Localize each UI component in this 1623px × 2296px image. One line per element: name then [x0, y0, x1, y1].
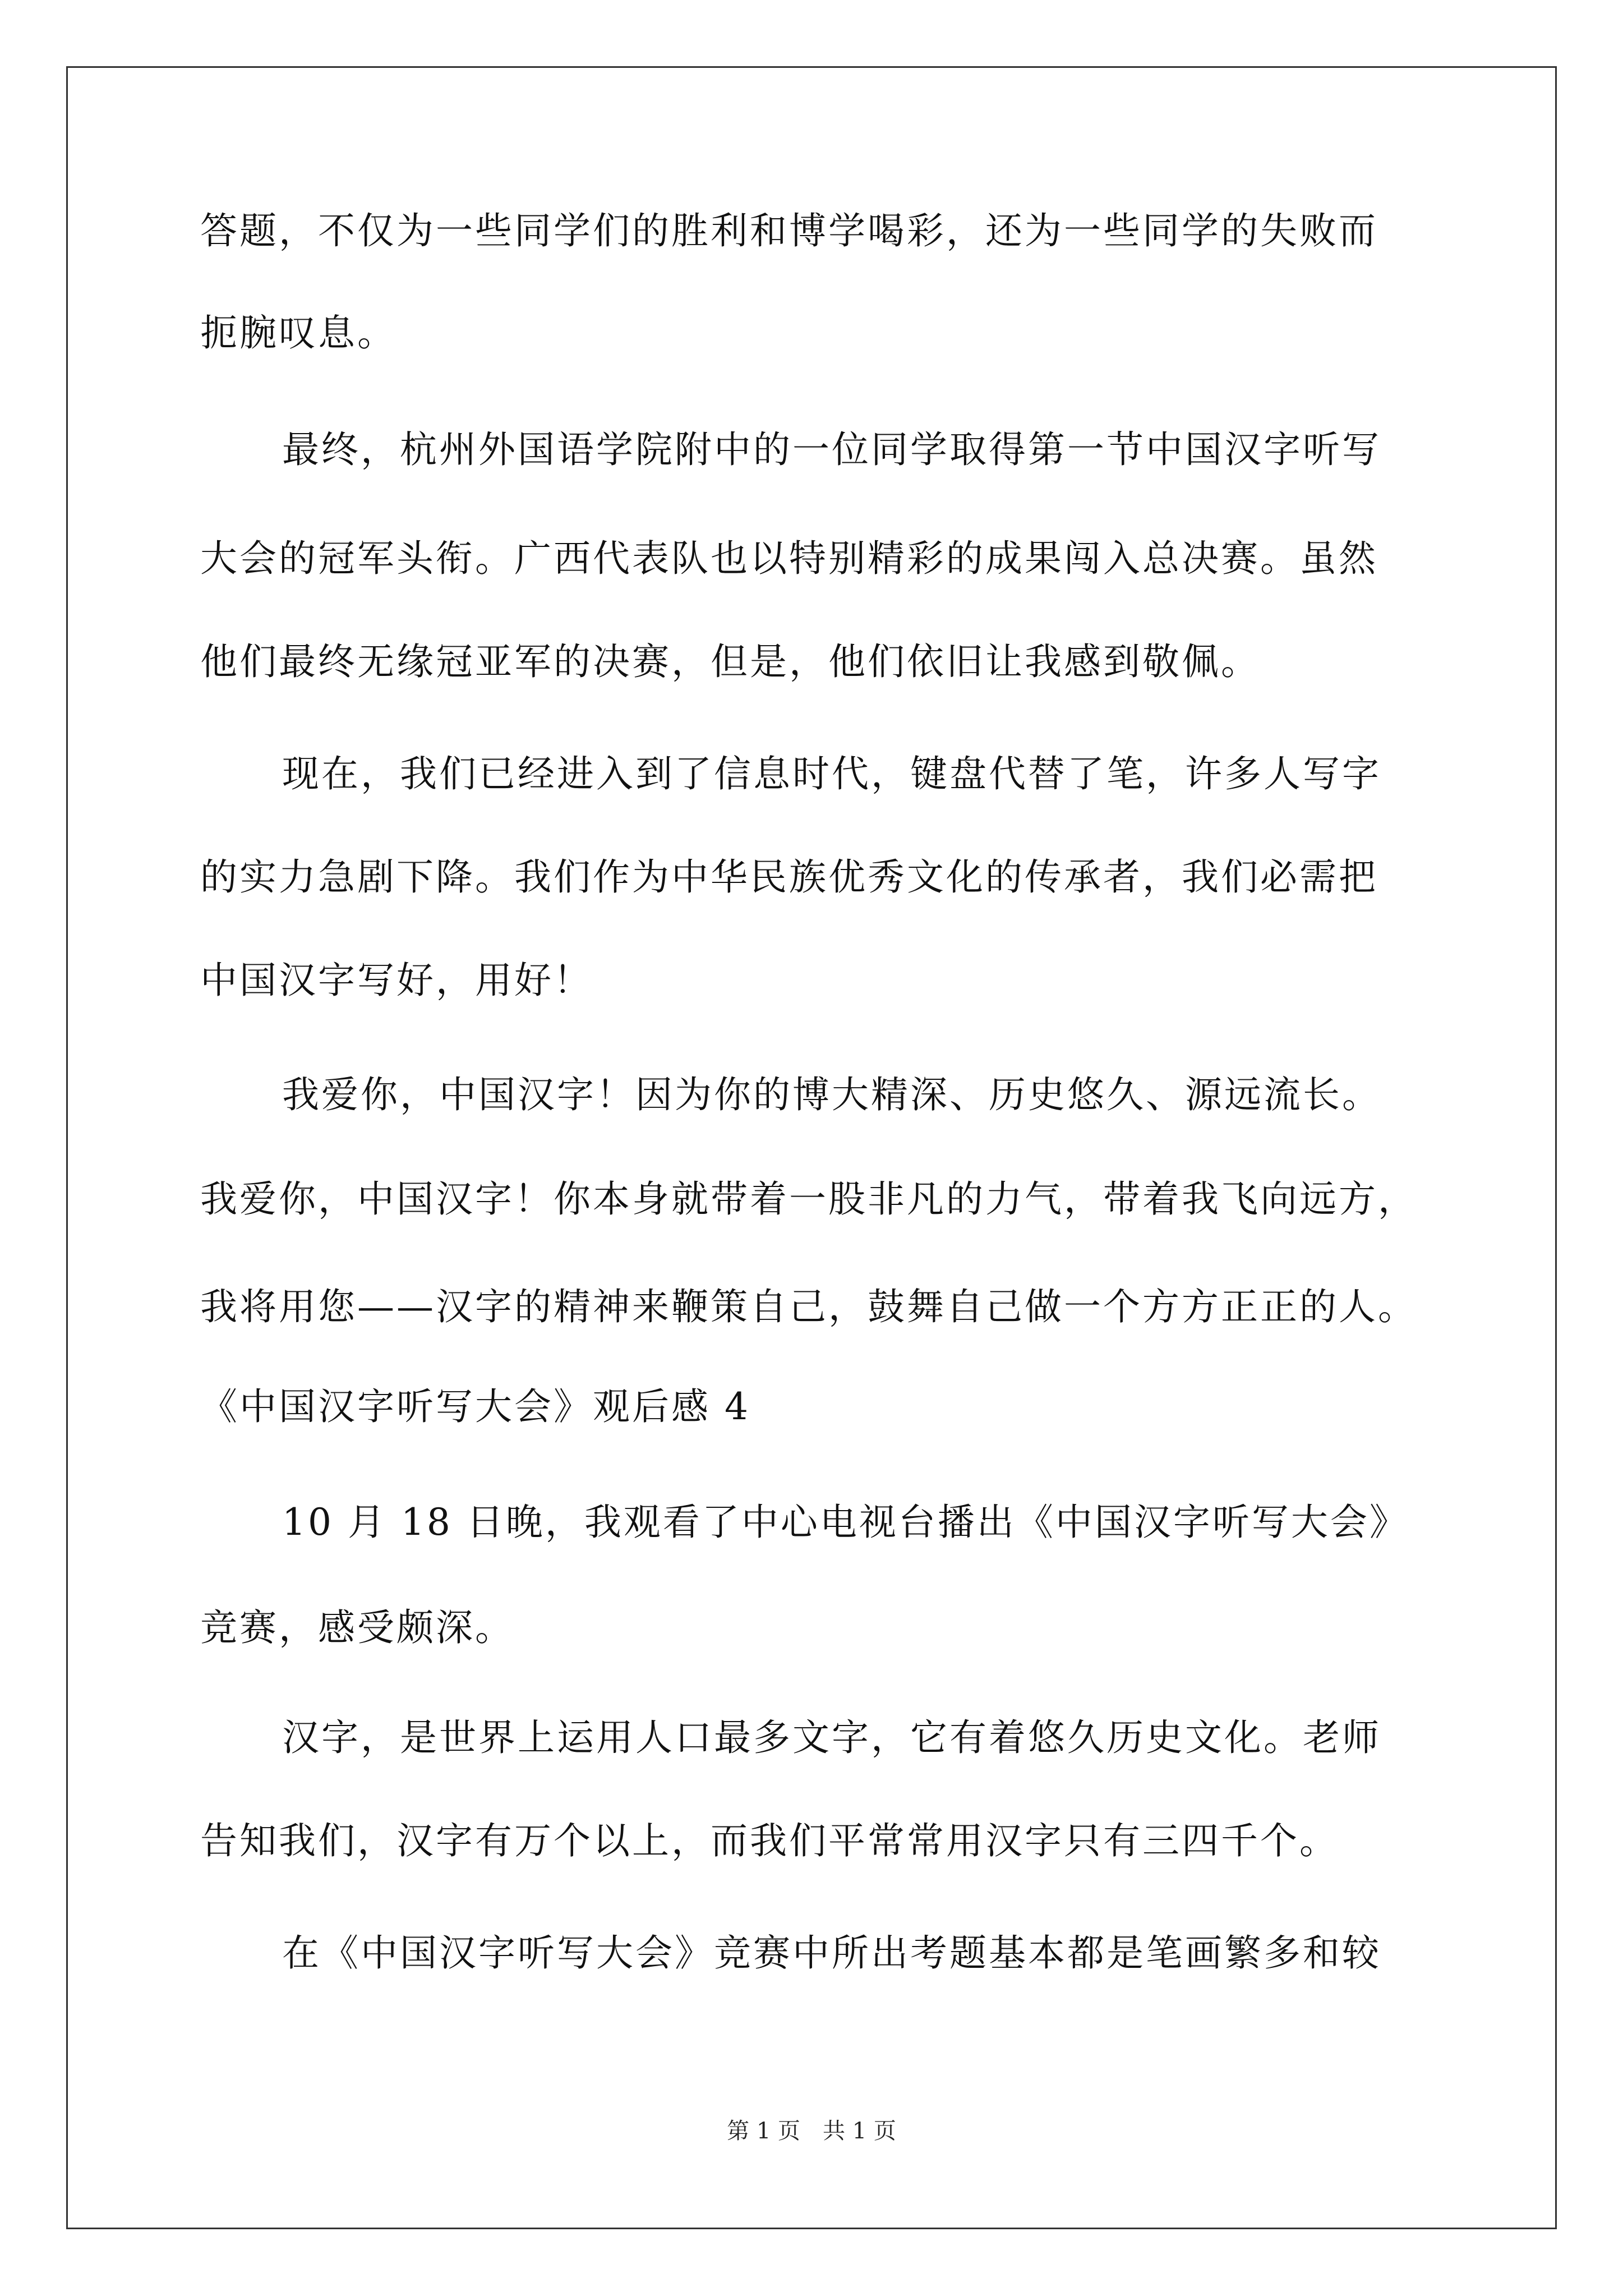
- text-line: 我爱你，中国汉字！你本身就带着一股非凡的力气，带着我飞向远方，: [200, 1177, 1417, 1221]
- text-line: 我将用您——汉字的精神来鞭策自己，鼓舞自己做一个方方正正的人。: [200, 1285, 1417, 1328]
- text-line: 中国汉字写好，用好！: [200, 959, 593, 1002]
- text-line: 扼腕叹息。: [200, 311, 396, 355]
- text-line: 竞赛，感受颇深。: [200, 1606, 514, 1649]
- text-line: 在《中国汉字听写大会》竞赛中所出考题基本都是笔画繁多和较: [282, 1931, 1381, 1975]
- text-line: 大会的冠军头衔。广西代表队也以特别精彩的成果闯入总决赛。虽然: [200, 537, 1378, 580]
- text-line: 汉字，是世界上运用人口最多文字，它有着悠久历史文化。老师: [282, 1716, 1381, 1759]
- text-line: 的实力急剧下降。我们作为中华民族优秀文化的传承者，我们必需把: [200, 855, 1378, 899]
- text-line: 10 月 18 日晚，我观看了中心电视台播出《中国汉字听写大会》: [282, 1501, 1409, 1544]
- section-heading: 《中国汉字听写大会》观后感 4: [200, 1385, 750, 1428]
- page-border: [66, 66, 1557, 2229]
- page-footer: 第 1 页 共 1 页: [727, 2118, 896, 2144]
- text-line: 最终，杭州外国语学院附中的一位同学取得第一节中国汉字听写: [282, 428, 1381, 471]
- text-line: 现在，我们已经进入到了信息时代，键盘代替了笔，许多人写字: [282, 752, 1381, 795]
- text-line: 答题，不仅为一些同学们的胜利和博学喝彩，还为一些同学的失败而: [200, 209, 1378, 252]
- text-line: 告知我们，汉字有万个以上，而我们平常常用汉字只有三四千个。: [200, 1819, 1339, 1862]
- text-line: 我爱你，中国汉字！因为你的博大精深、历史悠久、源远流长。: [282, 1073, 1381, 1116]
- text-line: 他们最终无缘冠亚军的决赛，但是，他们依旧让我感到敬佩。: [200, 640, 1260, 683]
